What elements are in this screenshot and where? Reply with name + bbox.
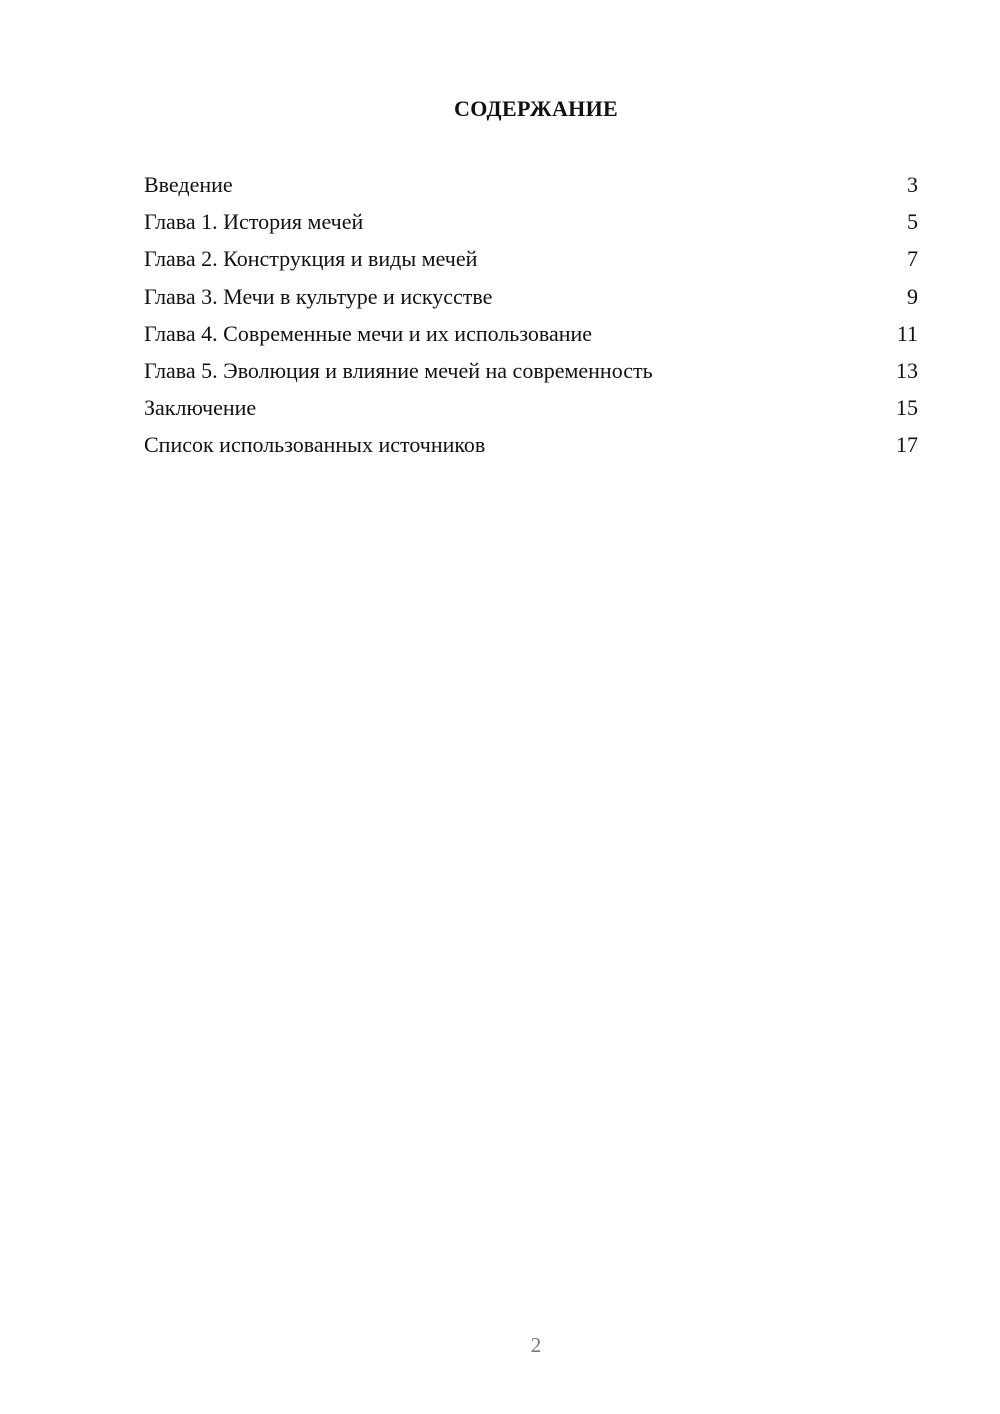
toc-title: СОДЕРЖАНИЕ xyxy=(454,96,618,121)
toc-entry-label: Глава 3. Мечи в культуре и искусстве xyxy=(144,283,493,309)
toc-entry-references xyxy=(144,428,918,465)
toc-entry-chapter-2 xyxy=(144,242,918,279)
toc-entry-label: Глава 1. История мечей xyxy=(144,209,364,235)
toc-entry-chapter-3 xyxy=(144,280,918,317)
toc-entry-page: 15 xyxy=(896,395,918,421)
toc-entry-label: Список использованных источников xyxy=(144,432,486,458)
toc-entry-page: 3 xyxy=(907,172,918,197)
toc-entry-chapter-5 xyxy=(144,354,918,391)
toc-entry-page: 11 xyxy=(896,320,918,346)
toc-entry-chapter-1 xyxy=(144,205,918,242)
toc-entry-introduction xyxy=(144,168,918,205)
toc-entry-label: Заключение xyxy=(144,395,257,421)
page-number: 2 xyxy=(530,1333,542,1357)
toc-entry-label: Глава 5. Эволюция и влияние мечей на современность xyxy=(144,357,653,383)
toc-entry-label: Глава 2. Конструкция и виды мечей xyxy=(144,246,478,272)
toc-entry-label: Глава 4. Современные мечи и их использование xyxy=(144,320,593,346)
toc-entry-label: Введение xyxy=(144,172,233,197)
toc-entry-page: 13 xyxy=(896,357,918,383)
toc-entry-page: 7 xyxy=(907,246,918,272)
toc-entry-page: 17 xyxy=(896,432,918,458)
table-of-contents xyxy=(144,168,918,466)
toc-entry-conclusion xyxy=(144,391,918,428)
toc-entry-page: 5 xyxy=(907,209,918,235)
toc-entry-page: 9 xyxy=(907,283,918,309)
toc-entry-chapter-4 xyxy=(144,317,918,354)
